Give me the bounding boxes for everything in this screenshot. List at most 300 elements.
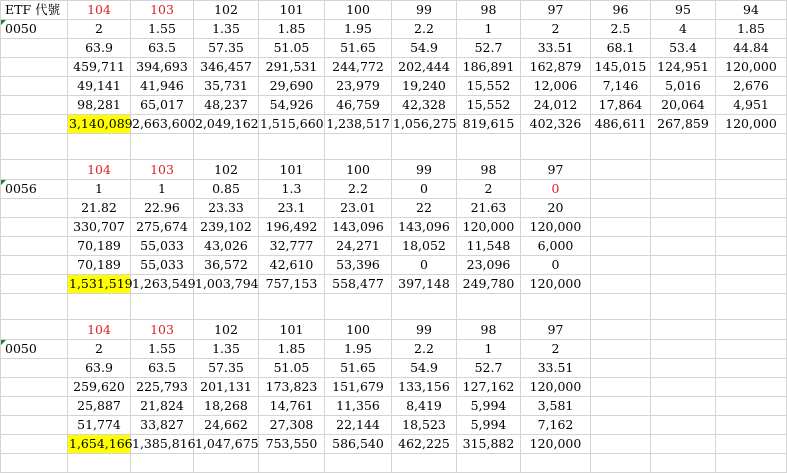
data-cell[interactable]: 249,780 [457, 275, 521, 294]
data-cell[interactable]: 1,003,794 [194, 275, 259, 294]
data-cell[interactable]: 24,662 [194, 416, 259, 435]
data-cell[interactable] [131, 454, 194, 473]
data-cell[interactable] [591, 340, 651, 359]
data-cell[interactable]: 24,271 [325, 237, 392, 256]
data-cell[interactable]: 54.9 [392, 359, 457, 378]
data-cell[interactable]: 23.33 [194, 199, 259, 218]
data-cell[interactable]: 143,096 [325, 218, 392, 237]
data-cell[interactable]: 51,774 [68, 416, 131, 435]
data-cell[interactable]: 42,610 [259, 256, 325, 275]
row-label-cell[interactable] [1, 378, 68, 397]
data-cell[interactable] [68, 454, 131, 473]
data-cell[interactable] [131, 134, 194, 160]
data-cell[interactable]: 57.35 [194, 359, 259, 378]
year-header-cell[interactable]: 97 [521, 320, 591, 340]
data-cell[interactable]: 53.4 [651, 39, 716, 58]
data-cell[interactable]: 32,777 [259, 237, 325, 256]
data-cell[interactable]: 1.85 [259, 340, 325, 359]
row-label-cell[interactable] [1, 416, 68, 435]
data-cell[interactable] [651, 435, 716, 454]
row-label-cell[interactable] [1, 58, 68, 77]
data-cell[interactable] [521, 294, 591, 320]
data-cell[interactable]: 1,515,660 [259, 115, 325, 134]
data-cell[interactable] [716, 340, 787, 359]
data-cell[interactable]: 2 [521, 340, 591, 359]
data-cell[interactable]: 17,864 [591, 96, 651, 115]
data-cell[interactable]: 15,552 [457, 77, 521, 96]
data-cell[interactable]: 2,663,600 [131, 115, 194, 134]
row-label-cell[interactable] [1, 199, 68, 218]
data-cell[interactable]: 2.5 [591, 20, 651, 39]
data-cell[interactable] [651, 340, 716, 359]
data-cell[interactable]: 7,162 [521, 416, 591, 435]
row-label-cell[interactable] [1, 454, 68, 473]
data-cell[interactable]: 120,000 [716, 115, 787, 134]
data-cell[interactable]: 22,144 [325, 416, 392, 435]
year-header-cell[interactable]: 94 [716, 1, 787, 20]
data-cell[interactable] [716, 359, 787, 378]
data-cell[interactable] [716, 134, 787, 160]
year-header-cell[interactable]: 103 [131, 1, 194, 20]
data-cell[interactable] [591, 180, 651, 199]
data-cell[interactable]: 267,859 [651, 115, 716, 134]
data-cell[interactable]: 0 [521, 256, 591, 275]
row-label-cell[interactable] [1, 237, 68, 256]
etf-code-cell[interactable]: 0050 [1, 340, 68, 359]
data-cell[interactable]: 23,979 [325, 77, 392, 96]
data-cell[interactable] [325, 134, 392, 160]
data-cell[interactable]: 23,096 [457, 256, 521, 275]
year-header-cell[interactable]: 101 [259, 1, 325, 20]
year-header-cell[interactable]: 97 [521, 1, 591, 20]
data-cell[interactable] [651, 180, 716, 199]
data-cell[interactable] [68, 294, 131, 320]
data-cell[interactable] [716, 320, 787, 340]
data-cell[interactable] [194, 454, 259, 473]
data-cell[interactable]: 462,225 [392, 435, 457, 454]
data-cell[interactable] [651, 416, 716, 435]
data-cell[interactable] [716, 160, 787, 180]
data-cell[interactable]: 63.9 [68, 359, 131, 378]
data-cell[interactable]: 0 [392, 256, 457, 275]
row-label-cell[interactable] [1, 77, 68, 96]
empty-row [1, 454, 787, 473]
data-cell[interactable] [457, 454, 521, 473]
data-cell[interactable] [325, 454, 392, 473]
row-label-cell[interactable] [1, 320, 68, 340]
year-row [1, 320, 787, 340]
data-cell[interactable]: 20,064 [651, 96, 716, 115]
data-cell[interactable]: 7,146 [591, 77, 651, 96]
table-row [1, 77, 787, 96]
year-header-cell[interactable]: 101 [259, 320, 325, 340]
row-label-cell[interactable] [1, 397, 68, 416]
year-header-cell[interactable]: 103 [131, 320, 194, 340]
data-cell[interactable]: 0 [521, 180, 591, 199]
data-cell[interactable]: 49,141 [68, 77, 131, 96]
data-cell[interactable]: 70,189 [68, 256, 131, 275]
data-cell[interactable] [591, 218, 651, 237]
data-cell[interactable]: 1,654,166 [68, 435, 131, 454]
data-cell[interactable] [716, 199, 787, 218]
data-cell[interactable]: 259,620 [68, 378, 131, 397]
data-cell[interactable]: 12,006 [521, 77, 591, 96]
data-cell[interactable]: 70,189 [68, 237, 131, 256]
data-cell[interactable]: 52.7 [457, 39, 521, 58]
data-cell[interactable]: 2 [521, 20, 591, 39]
row-label-cell[interactable] [1, 134, 68, 160]
data-cell[interactable]: 8,419 [392, 397, 457, 416]
data-cell[interactable]: 5,016 [651, 77, 716, 96]
data-cell[interactable]: 1 [131, 180, 194, 199]
data-cell[interactable]: 225,793 [131, 378, 194, 397]
data-cell[interactable]: 586,540 [325, 435, 392, 454]
data-cell[interactable]: 558,477 [325, 275, 392, 294]
data-cell[interactable]: 21.63 [457, 199, 521, 218]
data-cell[interactable]: 23.01 [325, 199, 392, 218]
data-cell[interactable]: 186,891 [457, 58, 521, 77]
year-header-cell[interactable]: 101 [259, 160, 325, 180]
data-cell[interactable]: 15,552 [457, 96, 521, 115]
data-cell[interactable]: 120,000 [457, 218, 521, 237]
data-cell[interactable] [651, 294, 716, 320]
data-cell[interactable]: 1.85 [716, 20, 787, 39]
data-cell[interactable] [194, 294, 259, 320]
data-cell[interactable] [392, 294, 457, 320]
year-header-cell[interactable]: 100 [325, 320, 392, 340]
data-cell[interactable] [194, 134, 259, 160]
data-cell[interactable]: 1.95 [325, 20, 392, 39]
data-cell[interactable]: 1.55 [131, 20, 194, 39]
data-cell[interactable]: 4,951 [716, 96, 787, 115]
data-cell[interactable] [651, 359, 716, 378]
row-label-cell[interactable] [1, 294, 68, 320]
data-cell[interactable]: 21,824 [131, 397, 194, 416]
data-cell[interactable]: 275,674 [131, 218, 194, 237]
year-header-cell[interactable]: 95 [651, 1, 716, 20]
data-cell[interactable] [716, 416, 787, 435]
data-cell[interactable] [325, 294, 392, 320]
data-cell[interactable] [651, 237, 716, 256]
data-cell[interactable]: 68.1 [591, 39, 651, 58]
data-cell[interactable]: 19,240 [392, 77, 457, 96]
data-cell[interactable] [392, 454, 457, 473]
data-cell[interactable]: 2.2 [325, 180, 392, 199]
data-cell[interactable] [651, 160, 716, 180]
data-cell[interactable]: 173,823 [259, 378, 325, 397]
data-cell[interactable] [716, 294, 787, 320]
year-header-cell[interactable]: 96 [591, 1, 651, 20]
data-cell[interactable]: 291,531 [259, 58, 325, 77]
data-cell[interactable]: 2,676 [716, 77, 787, 96]
data-cell[interactable]: 1.35 [194, 340, 259, 359]
spacer-row [1, 134, 787, 160]
data-cell[interactable]: 397,148 [392, 275, 457, 294]
data-cell[interactable] [716, 454, 787, 473]
table-row [1, 20, 787, 39]
data-cell[interactable]: 120,000 [521, 275, 591, 294]
data-cell[interactable]: 63.9 [68, 39, 131, 58]
data-cell[interactable] [716, 256, 787, 275]
data-cell[interactable] [591, 237, 651, 256]
data-cell[interactable]: 202,444 [392, 58, 457, 77]
row-label-cell[interactable] [1, 96, 68, 115]
row-label-cell[interactable] [1, 218, 68, 237]
year-header-cell[interactable]: 97 [521, 160, 591, 180]
data-cell[interactable] [591, 134, 651, 160]
data-cell[interactable]: 0 [392, 180, 457, 199]
row-label-cell[interactable] [1, 39, 68, 58]
data-cell[interactable] [716, 180, 787, 199]
year-header-cell[interactable]: 103 [131, 160, 194, 180]
data-cell[interactable]: 22 [392, 199, 457, 218]
data-cell[interactable]: 330,707 [68, 218, 131, 237]
data-cell[interactable]: 33,827 [131, 416, 194, 435]
data-cell[interactable] [651, 218, 716, 237]
table-row [1, 416, 787, 435]
data-cell[interactable]: 124,951 [651, 58, 716, 77]
data-cell[interactable]: 3,581 [521, 397, 591, 416]
data-cell[interactable]: 41,946 [131, 77, 194, 96]
data-cell[interactable]: 162,879 [521, 58, 591, 77]
data-cell[interactable]: 120,000 [521, 435, 591, 454]
data-cell[interactable]: 2,049,162 [194, 115, 259, 134]
data-cell[interactable]: 1 [68, 180, 131, 199]
row-label-cell[interactable] [1, 256, 68, 275]
data-cell[interactable] [716, 218, 787, 237]
data-cell[interactable]: 394,693 [131, 58, 194, 77]
data-cell[interactable] [591, 416, 651, 435]
data-cell[interactable]: 1,531,519 [68, 275, 131, 294]
data-cell[interactable]: 29,690 [259, 77, 325, 96]
data-cell[interactable] [521, 454, 591, 473]
data-cell[interactable]: 2 [457, 180, 521, 199]
year-header-cell[interactable]: 102 [194, 320, 259, 340]
table-row [1, 218, 787, 237]
data-cell[interactable]: 46,759 [325, 96, 392, 115]
data-cell[interactable]: 757,153 [259, 275, 325, 294]
data-cell[interactable] [591, 199, 651, 218]
data-cell[interactable]: 53,396 [325, 256, 392, 275]
table-row [1, 256, 787, 275]
data-cell[interactable]: 244,772 [325, 58, 392, 77]
data-cell[interactable] [457, 294, 521, 320]
year-header-cell[interactable]: 102 [194, 1, 259, 20]
data-cell[interactable]: 315,882 [457, 435, 521, 454]
data-cell[interactable] [457, 134, 521, 160]
data-cell[interactable]: 11,548 [457, 237, 521, 256]
data-cell[interactable] [591, 435, 651, 454]
data-cell[interactable]: 753,550 [259, 435, 325, 454]
etf-code-header[interactable]: ETF 代號 [1, 1, 68, 20]
data-cell[interactable]: 35,731 [194, 77, 259, 96]
data-cell[interactable]: 20 [521, 199, 591, 218]
data-cell[interactable] [716, 237, 787, 256]
data-cell[interactable]: 18,268 [194, 397, 259, 416]
data-cell[interactable]: 63.5 [131, 359, 194, 378]
data-cell[interactable]: 120,000 [521, 218, 591, 237]
row-label-cell[interactable] [1, 359, 68, 378]
row-label-cell[interactable] [1, 160, 68, 180]
data-cell[interactable]: 55,033 [131, 256, 194, 275]
data-cell[interactable]: 43,026 [194, 237, 259, 256]
data-cell[interactable] [716, 275, 787, 294]
etf-code-cell[interactable]: 0056 [1, 180, 68, 199]
data-cell[interactable]: 2 [68, 340, 131, 359]
data-cell[interactable]: 0.85 [194, 180, 259, 199]
data-cell[interactable]: 3,140,089 [68, 115, 131, 134]
year-header-cell[interactable]: 98 [457, 1, 521, 20]
table-row [1, 359, 787, 378]
data-cell[interactable] [591, 294, 651, 320]
data-cell[interactable]: 1,238,517 [325, 115, 392, 134]
data-cell[interactable]: 1 [457, 340, 521, 359]
data-cell[interactable] [259, 294, 325, 320]
data-cell[interactable]: 1,263,549 [131, 275, 194, 294]
data-cell[interactable]: 18,052 [392, 237, 457, 256]
data-cell[interactable]: 24,012 [521, 96, 591, 115]
data-cell[interactable]: 1,385,816 [131, 435, 194, 454]
year-header-cell[interactable]: 104 [68, 160, 131, 180]
data-cell[interactable] [591, 397, 651, 416]
data-cell[interactable]: 23.1 [259, 199, 325, 218]
data-cell[interactable] [651, 134, 716, 160]
data-cell[interactable]: 120,000 [521, 378, 591, 397]
row-label-cell[interactable] [1, 435, 68, 454]
data-cell[interactable]: 133,156 [392, 378, 457, 397]
data-cell[interactable] [521, 134, 591, 160]
data-cell[interactable]: 145,015 [591, 58, 651, 77]
year-header-cell[interactable]: 98 [457, 320, 521, 340]
data-cell[interactable]: 57.35 [194, 39, 259, 58]
table-row [1, 378, 787, 397]
data-cell[interactable] [591, 160, 651, 180]
data-cell[interactable]: 44.84 [716, 39, 787, 58]
data-cell[interactable]: 63.5 [131, 39, 194, 58]
data-cell[interactable] [259, 454, 325, 473]
data-cell[interactable]: 151,679 [325, 378, 392, 397]
row-label-cell[interactable] [1, 275, 68, 294]
data-cell[interactable]: 21.82 [68, 199, 131, 218]
data-cell[interactable]: 1.95 [325, 340, 392, 359]
data-cell[interactable]: 48,237 [194, 96, 259, 115]
data-cell[interactable]: 486,611 [591, 115, 651, 134]
year-header-cell[interactable]: 99 [392, 1, 457, 20]
row-label-cell[interactable] [1, 115, 68, 134]
data-cell[interactable]: 2.2 [392, 340, 457, 359]
data-cell[interactable]: 1.35 [194, 20, 259, 39]
data-cell[interactable]: 1,047,675 [194, 435, 259, 454]
data-cell[interactable]: 459,711 [68, 58, 131, 77]
data-cell[interactable]: 346,457 [194, 58, 259, 77]
data-cell[interactable] [651, 256, 716, 275]
year-header-cell[interactable]: 99 [392, 320, 457, 340]
data-cell[interactable]: 36,572 [194, 256, 259, 275]
data-cell[interactable]: 1 [457, 20, 521, 39]
data-cell[interactable] [259, 134, 325, 160]
data-cell[interactable]: 1.3 [259, 180, 325, 199]
data-cell[interactable] [716, 397, 787, 416]
data-cell[interactable] [591, 256, 651, 275]
data-cell[interactable]: 22.96 [131, 199, 194, 218]
data-cell[interactable] [651, 275, 716, 294]
data-cell[interactable]: 1.55 [131, 340, 194, 359]
data-cell[interactable]: 127,162 [457, 378, 521, 397]
data-cell[interactable]: 5,994 [457, 416, 521, 435]
data-cell[interactable]: 5,994 [457, 397, 521, 416]
data-cell[interactable]: 51.05 [259, 359, 325, 378]
data-cell[interactable] [68, 134, 131, 160]
etf-code-cell[interactable]: 0050 [1, 20, 68, 39]
data-cell[interactable] [591, 359, 651, 378]
data-cell[interactable]: 201,131 [194, 378, 259, 397]
data-cell[interactable]: 51.65 [325, 359, 392, 378]
data-cell[interactable] [651, 397, 716, 416]
data-cell[interactable] [651, 320, 716, 340]
year-header-cell[interactable]: 102 [194, 160, 259, 180]
data-cell[interactable]: 6,000 [521, 237, 591, 256]
data-cell[interactable]: 196,492 [259, 218, 325, 237]
data-cell[interactable] [651, 378, 716, 397]
year-header-cell[interactable]: 104 [68, 1, 131, 20]
data-cell[interactable]: 18,523 [392, 416, 457, 435]
data-cell[interactable]: 2.2 [392, 20, 457, 39]
data-cell[interactable]: 33.51 [521, 359, 591, 378]
data-cell[interactable]: 52.7 [457, 359, 521, 378]
data-cell[interactable]: 239,102 [194, 218, 259, 237]
table-row [1, 180, 787, 199]
data-cell[interactable] [392, 134, 457, 160]
year-header-cell[interactable]: 100 [325, 1, 392, 20]
data-cell[interactable] [591, 454, 651, 473]
data-cell[interactable] [591, 320, 651, 340]
data-cell[interactable]: 1,056,275 [392, 115, 457, 134]
data-cell[interactable]: 54.9 [392, 39, 457, 58]
data-cell[interactable]: 55,033 [131, 237, 194, 256]
data-cell[interactable]: 98,281 [68, 96, 131, 115]
data-cell[interactable]: 27,308 [259, 416, 325, 435]
data-cell[interactable] [651, 454, 716, 473]
data-cell[interactable]: 4 [651, 20, 716, 39]
data-cell[interactable]: 51.05 [259, 39, 325, 58]
data-cell[interactable] [591, 378, 651, 397]
data-cell[interactable]: 1.85 [259, 20, 325, 39]
year-header-cell[interactable]: 100 [325, 160, 392, 180]
data-cell[interactable]: 42,328 [392, 96, 457, 115]
data-cell[interactable] [131, 294, 194, 320]
data-cell[interactable] [716, 435, 787, 454]
data-cell[interactable]: 51.65 [325, 39, 392, 58]
year-header-cell[interactable]: 98 [457, 160, 521, 180]
data-cell[interactable]: 65,017 [131, 96, 194, 115]
table-row [1, 115, 787, 134]
data-cell[interactable]: 143,096 [392, 218, 457, 237]
data-cell[interactable]: 11,356 [325, 397, 392, 416]
data-cell[interactable]: 402,326 [521, 115, 591, 134]
year-header-cell[interactable]: 104 [68, 320, 131, 340]
data-cell[interactable]: 14,761 [259, 397, 325, 416]
data-cell[interactable] [591, 275, 651, 294]
data-cell[interactable]: 25,887 [68, 397, 131, 416]
data-cell[interactable] [716, 378, 787, 397]
data-cell[interactable]: 819,615 [457, 115, 521, 134]
data-cell[interactable]: 33.51 [521, 39, 591, 58]
data-cell[interactable]: 2 [68, 20, 131, 39]
year-header-cell[interactable]: 99 [392, 160, 457, 180]
data-cell[interactable] [651, 199, 716, 218]
data-cell[interactable]: 120,000 [716, 58, 787, 77]
data-cell[interactable]: 54,926 [259, 96, 325, 115]
